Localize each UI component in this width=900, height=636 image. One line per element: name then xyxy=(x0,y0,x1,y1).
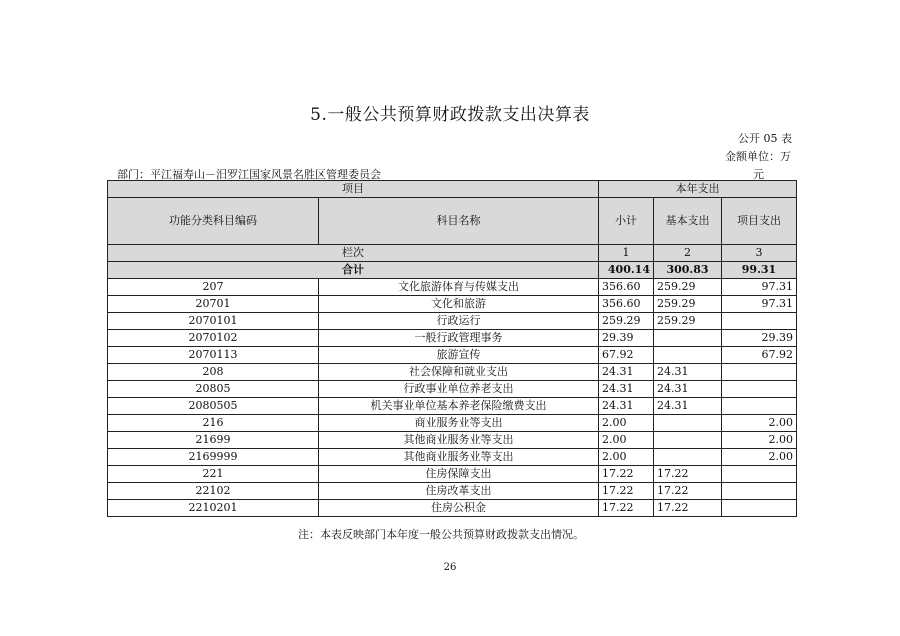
table-row xyxy=(108,330,797,347)
row-name: 商业服务业等支出 xyxy=(319,415,599,432)
row-basic xyxy=(654,449,722,466)
header-project: 项目支出 xyxy=(722,198,797,245)
row-code: 2070113 xyxy=(108,347,319,364)
row-project: 2.00 xyxy=(722,432,797,449)
row-basic xyxy=(654,432,722,449)
row-basic: 17.22 xyxy=(654,500,722,517)
row-name: 行政事业单位养老支出 xyxy=(319,381,599,398)
row-project: 2.00 xyxy=(722,415,797,432)
col-index-3: 3 xyxy=(722,245,797,262)
row-basic: 24.31 xyxy=(654,381,722,398)
row-basic: 24.31 xyxy=(654,364,722,381)
header-row-index xyxy=(108,245,797,262)
row-basic: 259.29 xyxy=(654,313,722,330)
table-row xyxy=(108,364,797,381)
header-row-top xyxy=(108,181,797,198)
row-code: 207 xyxy=(108,279,319,296)
row-subtotal: 2.00 xyxy=(599,415,654,432)
row-project xyxy=(722,364,797,381)
row-basic xyxy=(654,330,722,347)
row-name: 社会保障和就业支出 xyxy=(319,364,599,381)
department-label: 部门：平江福寿山－汨罗江国家风景名胜区管理委员会 xyxy=(117,168,381,181)
unit-suffix: 元 xyxy=(753,168,764,181)
row-project: 67.92 xyxy=(722,347,797,364)
table-row xyxy=(108,466,797,483)
row-subtotal: 259.29 xyxy=(599,313,654,330)
row-project xyxy=(722,381,797,398)
row-code: 216 xyxy=(108,415,319,432)
row-name: 其他商业服务业等支出 xyxy=(319,449,599,466)
table-row xyxy=(108,449,797,466)
header-item: 项目 xyxy=(108,181,599,198)
table-row xyxy=(108,296,797,313)
header-row-columns xyxy=(108,198,797,245)
row-code: 20805 xyxy=(108,381,319,398)
row-code: 20701 xyxy=(108,296,319,313)
row-basic xyxy=(654,415,722,432)
row-subtotal: 29.39 xyxy=(599,330,654,347)
row-code: 21699 xyxy=(108,432,319,449)
row-code: 208 xyxy=(108,364,319,381)
page-number: 26 xyxy=(443,562,457,573)
col-index-label: 栏次 xyxy=(108,245,599,262)
row-subtotal: 17.22 xyxy=(599,483,654,500)
page-title: 5.一般公共预算财政拨款支出决算表 xyxy=(310,105,590,125)
table-row xyxy=(108,279,797,296)
row-code: 221 xyxy=(108,466,319,483)
header-code: 功能分类科目编码 xyxy=(108,198,319,245)
row-project: 97.31 xyxy=(722,279,797,296)
row-name: 行政运行 xyxy=(319,313,599,330)
row-subtotal: 2.00 xyxy=(599,432,654,449)
row-project xyxy=(722,483,797,500)
row-code: 2070101 xyxy=(108,313,319,330)
row-code: 2169999 xyxy=(108,449,319,466)
row-code: 2070102 xyxy=(108,330,319,347)
row-subtotal: 24.31 xyxy=(599,364,654,381)
row-basic: 259.29 xyxy=(654,296,722,313)
row-name: 旅游宣传 xyxy=(319,347,599,364)
header-current-year: 本年支出 xyxy=(599,181,797,198)
row-project xyxy=(722,398,797,415)
total-subtotal: 400.14 xyxy=(599,262,654,279)
row-name: 住房保障支出 xyxy=(319,466,599,483)
row-subtotal: 17.22 xyxy=(599,466,654,483)
row-subtotal: 2.00 xyxy=(599,449,654,466)
header-name: 科目名称 xyxy=(319,198,599,245)
row-project: 2.00 xyxy=(722,449,797,466)
table-row xyxy=(108,500,797,517)
row-subtotal: 67.92 xyxy=(599,347,654,364)
total-project: 99.31 xyxy=(722,262,797,279)
table-row xyxy=(108,415,797,432)
total-label: 合计 xyxy=(108,262,599,279)
header-basic: 基本支出 xyxy=(654,198,722,245)
row-basic: 17.22 xyxy=(654,466,722,483)
table-row xyxy=(108,381,797,398)
row-name: 机关事业单位基本养老保险缴费支出 xyxy=(319,398,599,415)
row-name: 其他商业服务业等支出 xyxy=(319,432,599,449)
row-code: 2210201 xyxy=(108,500,319,517)
row-code: 22102 xyxy=(108,483,319,500)
row-basic: 17.22 xyxy=(654,483,722,500)
row-basic xyxy=(654,347,722,364)
row-project xyxy=(722,313,797,330)
row-project xyxy=(722,500,797,517)
row-project: 97.31 xyxy=(722,296,797,313)
col-index-2: 2 xyxy=(654,245,722,262)
total-row xyxy=(108,262,797,279)
row-code: 2080505 xyxy=(108,398,319,415)
row-subtotal: 24.31 xyxy=(599,381,654,398)
table-row xyxy=(108,313,797,330)
table-row xyxy=(108,347,797,364)
table-row xyxy=(108,398,797,415)
row-subtotal: 17.22 xyxy=(599,500,654,517)
row-project: 29.39 xyxy=(722,330,797,347)
row-project xyxy=(722,466,797,483)
row-basic: 24.31 xyxy=(654,398,722,415)
row-subtotal: 356.60 xyxy=(599,279,654,296)
row-name: 一般行政管理事务 xyxy=(319,330,599,347)
form-number: 公开 05 表 xyxy=(738,132,792,145)
row-name: 文化和旅游 xyxy=(319,296,599,313)
table-note: 注：本表反映部门本年度一般公共预算财政拨款支出情况。 xyxy=(298,528,584,541)
header-subtotal: 小计 xyxy=(599,198,654,245)
row-name: 文化旅游体育与传媒支出 xyxy=(319,279,599,296)
row-name: 住房公积金 xyxy=(319,500,599,517)
total-basic: 300.83 xyxy=(654,262,722,279)
row-basic: 259.29 xyxy=(654,279,722,296)
row-subtotal: 24.31 xyxy=(599,398,654,415)
table-row xyxy=(108,483,797,500)
expenditure-table xyxy=(107,180,797,517)
table-row xyxy=(108,432,797,449)
row-subtotal: 356.60 xyxy=(599,296,654,313)
col-index-1: 1 xyxy=(599,245,654,262)
row-name: 住房改革支出 xyxy=(319,483,599,500)
unit-label: 金额单位：万 xyxy=(725,150,791,163)
